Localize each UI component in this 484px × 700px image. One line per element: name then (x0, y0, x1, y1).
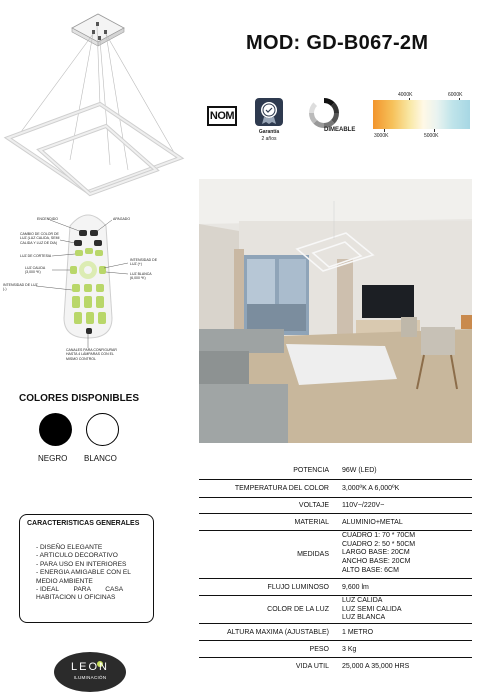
characteristics-line: MEDIO AMBIENTE (36, 577, 93, 585)
logo-subtitle: ILUMINACIÓN (73, 675, 107, 680)
warranty-label (246, 129, 292, 143)
spec-value: LUZ CALIDA (342, 597, 383, 604)
color-label-white: BLANCO (84, 454, 117, 463)
model-title: MOD: GD-B067-2M (246, 32, 429, 54)
color-swatch-white (86, 413, 119, 446)
spec-value: LUZ SEMI CALIDA (342, 605, 402, 613)
spec-row-medidas (199, 531, 472, 579)
spec-value: 1 METRO (342, 629, 374, 636)
spec-value: 9,600 lm (342, 584, 369, 591)
lamp-illustration (0, 0, 190, 200)
spec-row-flujo (199, 579, 472, 596)
remote-label-encendido: ENCENDIDO (37, 217, 59, 221)
color-swatch-black (39, 413, 72, 446)
characteristics-line: - ENERGIA AMIGABLE CON EL (36, 569, 131, 577)
spec-label: COLOR DE LA LUZ (267, 606, 329, 613)
colors-title: COLORES DISPONIBLES (19, 393, 140, 404)
characteristics-line: - IDEAL PARA CASA (36, 586, 124, 594)
nom-badge: NOM (207, 106, 237, 126)
spec-label: PESO (309, 646, 329, 653)
characteristics-line: - PARA USO EN INTERIORES (36, 560, 127, 568)
spec-label: MEDIDAS (297, 551, 329, 558)
spec-value: ALTO BASE: 6CM (342, 566, 399, 574)
temp-label-4000k: 4000K (398, 92, 413, 98)
remote-label-intensidad-menos: INTENSIDAD DE LUZ (-) (3, 283, 38, 292)
characteristics-line: - DISEÑO ELEGANTE (36, 544, 103, 551)
characteristics-line: HABITACION U OFICINAS (36, 594, 116, 602)
remote-label-calida: LUZ CALIDA (3,000 ºK) (25, 266, 46, 275)
spec-value: CUADRO 2: 50 * 50CM (342, 540, 416, 548)
color-label-black: NEGRO (38, 454, 68, 463)
color-temperature-gradient (373, 100, 470, 129)
room-photo (199, 179, 472, 443)
remote-label-cambio-color: CAMBIO DE COLOR DE LUZ (LUZ CALIDA, SEMI CALIDA Y LUZ DE DIA) (20, 232, 60, 245)
spec-values (342, 532, 415, 576)
remote-label-apagado: APAGADO (113, 217, 131, 221)
spec-label: VOLTAJE (298, 502, 329, 509)
spec-value: 3,000ºK A 6,000ºK (342, 485, 400, 492)
temp-tick (434, 129, 435, 132)
characteristics-line: - ARTICULO DECORATIVO (36, 552, 118, 560)
characteristics-title: CARACTERISTICAS GENERALES (27, 520, 140, 527)
spec-value: CUADRO 1: 70 * 70CM (342, 532, 416, 539)
spec-label: MATERIAL (294, 519, 329, 526)
spec-row-peso (199, 641, 472, 658)
leon-logo (54, 652, 126, 692)
spec-value: ANCHO BASE: 20CM (342, 558, 411, 566)
spec-label: TEMPERATURA DEL COLOR (234, 485, 329, 492)
spec-row-altura (199, 624, 472, 641)
spec-value: 110V~/220V~ (342, 502, 385, 509)
remote-control-diagram (0, 210, 198, 370)
spec-label: VIDA UTIL (295, 663, 329, 670)
remote-label-canales: CANALES PARA CONFIGURAR HASTA 4 LÁMPARAS CON EL MISMO CONTROL (66, 348, 117, 361)
spec-value: 96W (LED) (342, 467, 377, 474)
spec-value: LARGO BASE: 20CM (342, 549, 410, 557)
spec-row-potencia (199, 462, 472, 480)
spec-row-material (199, 514, 472, 531)
temp-label-5000k: 5000K (424, 133, 439, 139)
warranty-shield-icon (252, 97, 286, 127)
spec-value: ALUMINIO+METAL (342, 519, 403, 526)
remote-label-cortesia: LUZ DE CORTESIA (20, 254, 52, 258)
logo-name: LEON (71, 661, 109, 673)
spec-label: ALTURA MAXIMA (AJUSTABLE) (226, 629, 329, 636)
spec-value: LUZ BLANCA (342, 614, 386, 622)
dimmable-label: DIMEABLE (324, 127, 356, 133)
spec-value: 3 Kg (342, 646, 357, 653)
spec-values (342, 597, 402, 623)
spec-row-voltaje (199, 498, 472, 514)
spec-row-vida-util (199, 658, 472, 675)
temp-tick (384, 129, 385, 132)
spec-value: 25,000 A 35,000 HRS (342, 663, 410, 670)
warranty-years: 2 años (261, 136, 277, 142)
temp-label-6000k: 6000K (448, 92, 463, 98)
spec-row-color-luz (199, 596, 472, 624)
temp-label-3000k: 3000K (374, 133, 389, 139)
characteristics-list (36, 544, 148, 603)
remote-label-intensidad-mas: INTENSIDAD DE LUZ (+) (130, 258, 158, 267)
dimmable-icon (304, 96, 344, 130)
spec-row-temperatura (199, 480, 472, 498)
spec-label: POTENCIA (293, 467, 329, 474)
spec-label: FLUJO LUMINOSO (267, 584, 329, 591)
warranty-title: Garantía (258, 129, 280, 135)
remote-label-blanca: LUZ BLANCA (6,000 ºK) (130, 272, 152, 281)
spec-table (199, 462, 472, 675)
